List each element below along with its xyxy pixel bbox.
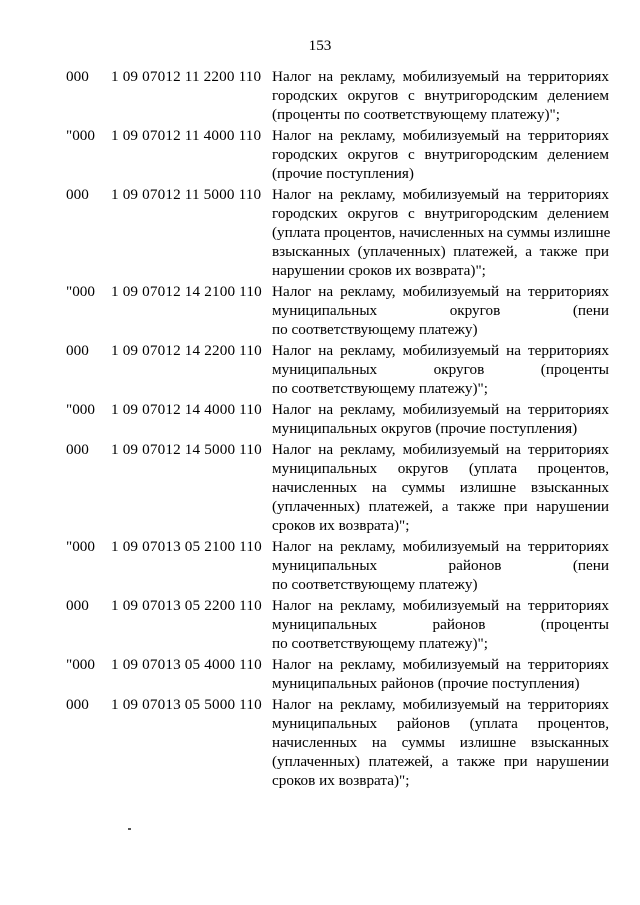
description-line: по соответствующему платежу) — [272, 576, 478, 593]
budget-classification-code: 1 09 07012 11 5000 110 — [111, 186, 262, 203]
admin-code: "000 — [66, 538, 95, 555]
table-row — [0, 185, 640, 280]
description-line: взысканных (уплаченных) платежей, а также при — [272, 243, 609, 260]
budget-classification-code: 1 09 07012 11 2200 110 — [111, 68, 262, 85]
budget-classification-code: 1 09 07012 14 4000 110 — [111, 401, 262, 418]
admin-code: 000 — [66, 68, 89, 85]
description-line: Налог на рекламу, мобилизуемый на территориях — [272, 401, 609, 418]
income-description — [272, 400, 609, 438]
income-description — [272, 126, 609, 183]
budget-classification-code: 1 09 07013 05 2200 110 — [111, 597, 262, 614]
description-line: (уплаченных) платежей, а также при нарушении — [272, 753, 609, 770]
admin-code: "000 — [66, 283, 95, 300]
description-line: муниципальных районов (прочие поступления) — [272, 675, 580, 692]
description-line: муниципальных районов (пени — [272, 557, 609, 574]
income-description — [272, 537, 609, 594]
description-line: Налог на рекламу, мобилизуемый на территориях — [272, 283, 609, 300]
description-line: муниципальных округов (прочие поступления) — [272, 420, 578, 437]
income-description — [272, 282, 609, 339]
description-line: по соответствующему платежу)"; — [272, 380, 488, 397]
description-line: муниципальных районов (проценты — [272, 616, 609, 633]
scan-speck — [128, 828, 131, 830]
description-line: начисленных на суммы излишне взысканных — [272, 734, 609, 751]
income-description — [272, 185, 609, 280]
admin-code: 000 — [66, 342, 89, 359]
page-number: 153 — [308, 37, 332, 54]
code-table — [0, 67, 640, 792]
description-line: сроков их возврата)"; — [272, 517, 410, 534]
income-description — [272, 440, 609, 535]
table-row — [0, 67, 640, 124]
budget-classification-code: 1 09 07013 05 2100 110 — [111, 538, 262, 555]
description-line: муниципальных округов (пени — [272, 302, 609, 319]
description-line: Налог на рекламу, мобилизуемый на территориях — [272, 696, 609, 713]
description-line: Налог на рекламу, мобилизуемый на территориях — [272, 186, 609, 203]
description-line: Налог на рекламу, мобилизуемый на территориях — [272, 68, 609, 85]
description-line: (уплаченных) платежей, а также при нарушении — [272, 498, 609, 515]
table-row — [0, 282, 640, 339]
admin-code: 000 — [66, 597, 89, 614]
description-line: Налог на рекламу, мобилизуемый на территориях — [272, 441, 609, 458]
description-line: Налог на рекламу, мобилизуемый на территориях — [272, 538, 609, 555]
description-line: городских округов с внутригородским делением — [272, 205, 609, 222]
description-line: городских округов с внутригородским делением — [272, 87, 609, 104]
description-line: (уплата процентов, начисленных на суммы излишне — [272, 224, 611, 241]
admin-code: "000 — [66, 127, 95, 144]
budget-classification-code: 1 09 07013 05 4000 110 — [111, 656, 262, 673]
description-line: (проценты по соответствующему платежу)"; — [272, 106, 560, 123]
admin-code: 000 — [66, 186, 89, 203]
table-row — [0, 341, 640, 398]
description-line: муниципальных округов (уплата процентов, — [272, 460, 609, 477]
description-line: нарушении сроков их возврата)"; — [272, 262, 486, 279]
description-line: городских округов с внутригородским делением — [272, 146, 609, 163]
description-line: сроков их возврата)"; — [272, 772, 410, 789]
budget-classification-code: 1 09 07012 14 2200 110 — [111, 342, 262, 359]
description-line: Налог на рекламу, мобилизуемый на территориях — [272, 656, 609, 673]
income-description — [272, 341, 609, 398]
description-line: муниципальных округов (проценты — [272, 361, 609, 378]
table-row — [0, 655, 640, 693]
description-line: по соответствующему платежу)"; — [272, 635, 488, 652]
income-description — [272, 655, 609, 693]
budget-classification-code: 1 09 07012 14 5000 110 — [111, 441, 262, 458]
description-line: Налог на рекламу, мобилизуемый на территориях — [272, 127, 609, 144]
description-line: Налог на рекламу, мобилизуемый на территориях — [272, 342, 609, 359]
description-line: по соответствующему платежу) — [272, 321, 478, 338]
table-row — [0, 126, 640, 183]
table-row — [0, 440, 640, 535]
admin-code: 000 — [66, 441, 89, 458]
description-line: (прочие поступления) — [272, 165, 414, 182]
description-line: Налог на рекламу, мобилизуемый на территориях — [272, 597, 609, 614]
table-row — [0, 537, 640, 594]
admin-code: "000 — [66, 401, 95, 418]
table-row — [0, 596, 640, 653]
admin-code: "000 — [66, 656, 95, 673]
budget-classification-code: 1 09 07012 11 4000 110 — [111, 127, 262, 144]
income-description — [272, 67, 609, 124]
description-line: начисленных на суммы излишне взысканных — [272, 479, 609, 496]
budget-classification-code: 1 09 07012 14 2100 110 — [111, 283, 262, 300]
table-row — [0, 695, 640, 790]
income-description — [272, 695, 609, 790]
admin-code: 000 — [66, 696, 89, 713]
table-row — [0, 400, 640, 438]
description-line: муниципальных районов (уплата процентов, — [272, 715, 609, 732]
budget-classification-code: 1 09 07013 05 5000 110 — [111, 696, 262, 713]
income-description — [272, 596, 609, 653]
